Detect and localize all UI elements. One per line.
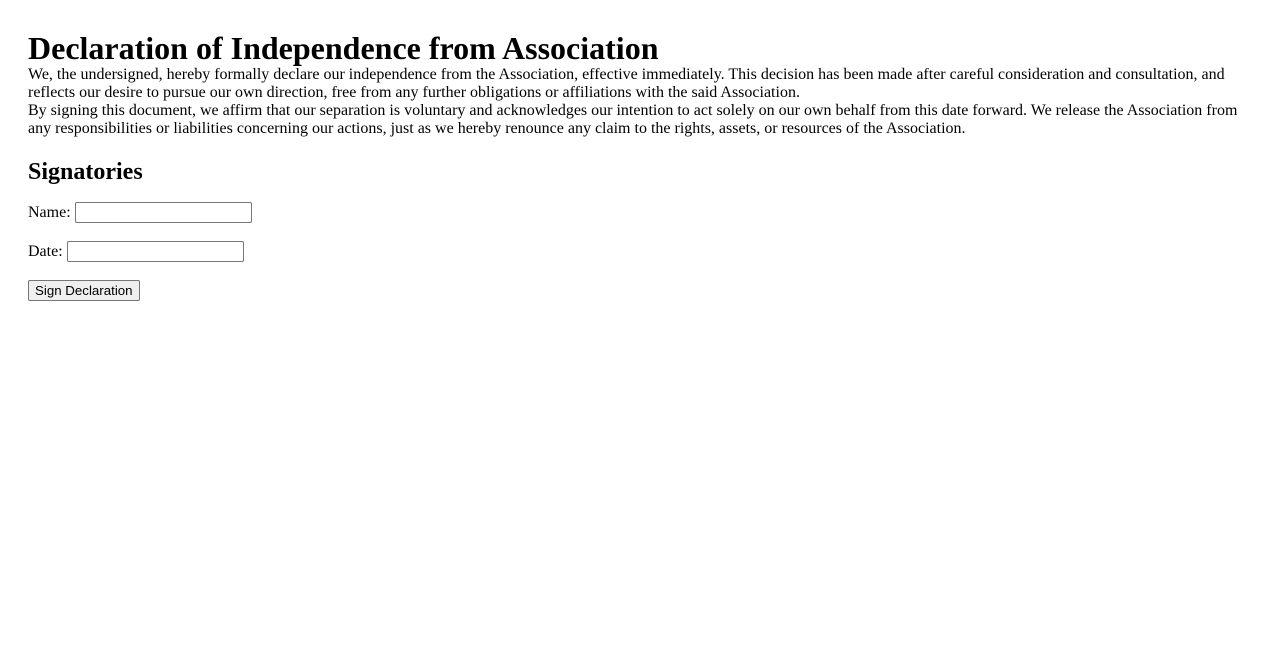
declaration-paragraph-2: By signing this document, we affirm that our separation is voluntary and acknowledges our intention to act solely on our own behalf from this date forward. We release the Association from any responsibilities or liabilities concerning our actions, just as we hereby renounce any claim to the rights, assets, or resources of the Association. (28, 102, 1238, 137)
name-label: Name: (28, 203, 71, 221)
date-field-row (28, 241, 1250, 262)
name-input[interactable] (75, 202, 252, 223)
date-input[interactable] (67, 241, 244, 262)
sign-declaration-button[interactable]: Sign Declaration (28, 280, 140, 301)
declaration-page (0, 0, 1278, 301)
date-label: Date: (28, 242, 63, 260)
page-title: Declaration of Independence from Association (28, 30, 659, 66)
name-field-row (28, 202, 1250, 223)
signature-form (28, 202, 1250, 301)
submit-row (28, 280, 1250, 301)
declaration-paragraph-1: We, the undersigned, hereby formally declare our independence from the Association, effective immediately. This decision has been made after careful consideration and consultation, and reflects our desire to pursue our own direction, free from any further obligations or affiliations with the said Association. (28, 66, 1225, 101)
signatories-heading: Signatories (28, 159, 143, 185)
